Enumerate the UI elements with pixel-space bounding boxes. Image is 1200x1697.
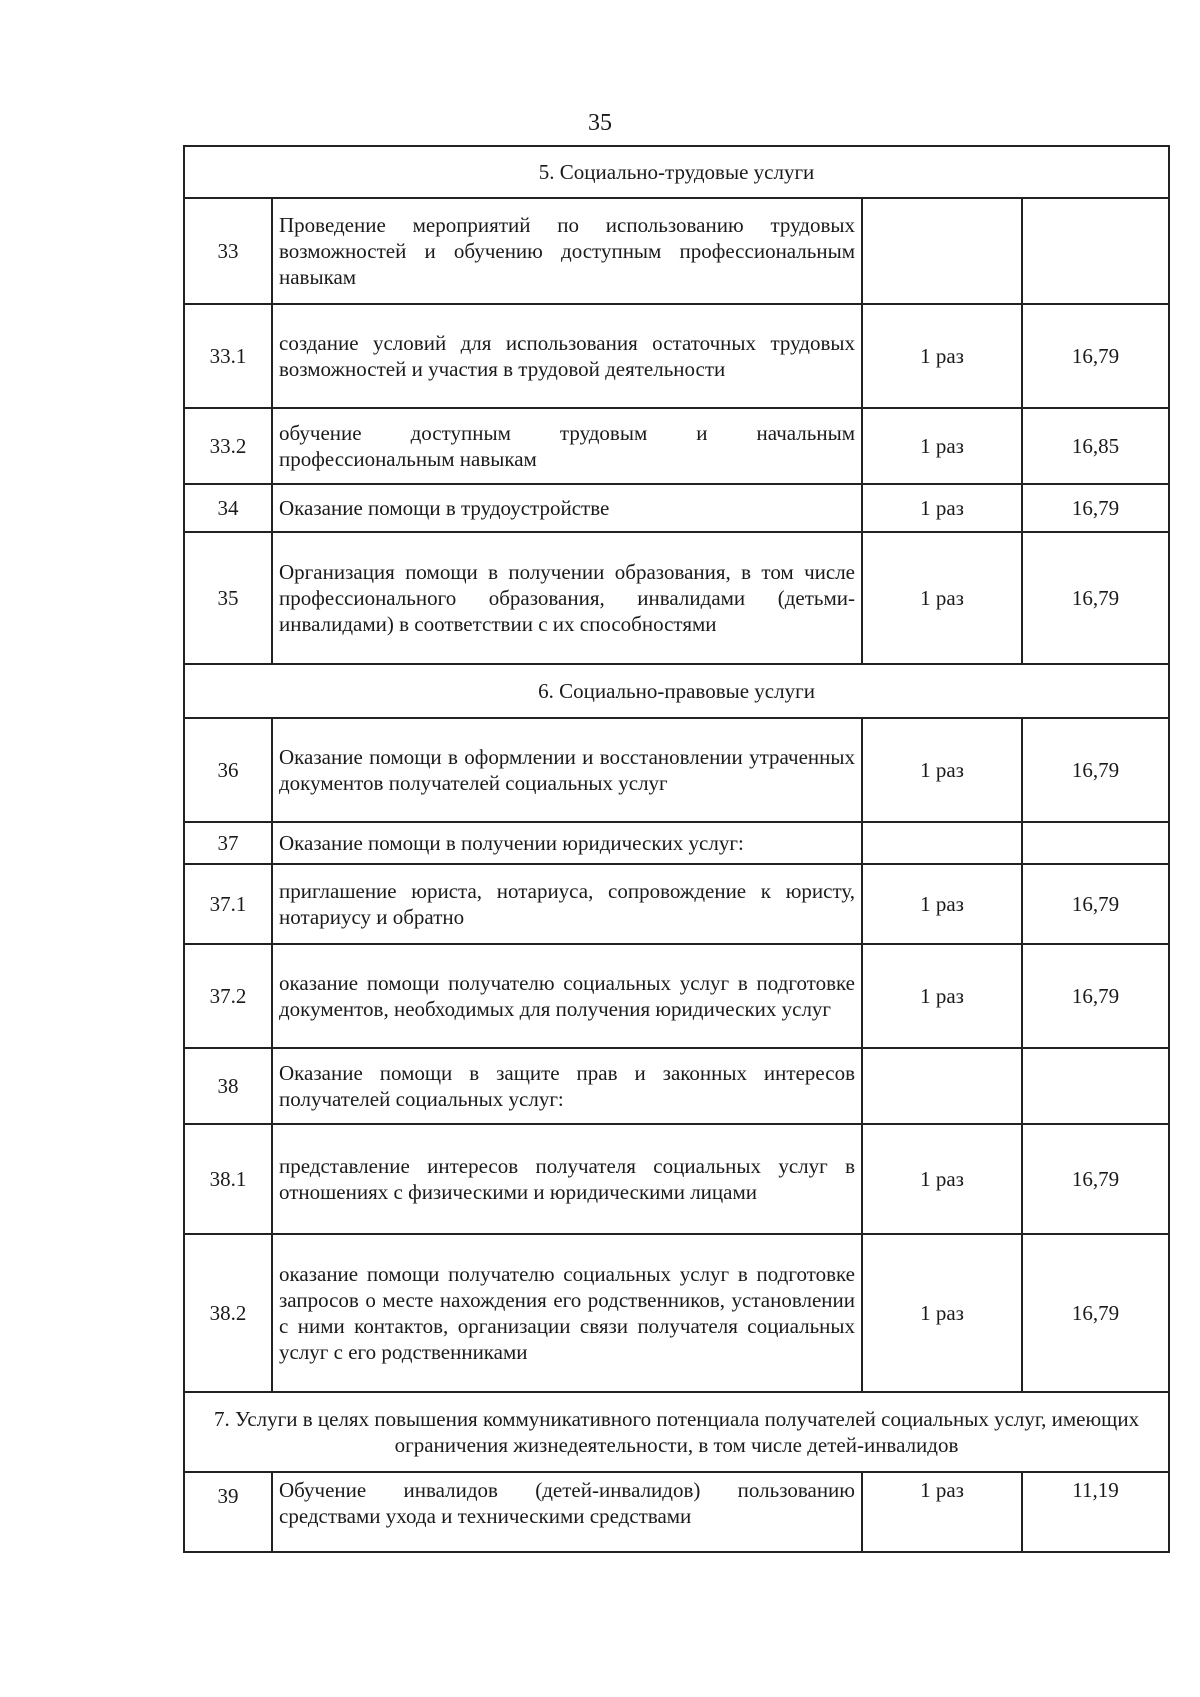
- service-price: 16,79: [1022, 1124, 1169, 1234]
- table-row: [184, 198, 1169, 304]
- service-frequency: 1 раз: [862, 944, 1022, 1048]
- service-price: 16,79: [1022, 304, 1169, 408]
- table-row: [184, 304, 1169, 408]
- service-frequency: 1 раз: [862, 304, 1022, 408]
- row-number: 34: [184, 484, 272, 532]
- service-frequency: 1 раз: [862, 1124, 1022, 1234]
- service-name: Проведение мероприятий по использованию трудовых возможностей и обучению доступным профессиональным навыкам: [272, 198, 862, 304]
- row-number: 33.2: [184, 408, 272, 484]
- service-name: Оказание помощи в оформлении и восстановлении утраченных документов получателей социальных услуг: [272, 718, 862, 822]
- service-name: обучение доступным трудовым и начальным профессиональным навыкам: [272, 408, 862, 484]
- table-row: [184, 864, 1169, 944]
- section-header-row: [184, 146, 1169, 198]
- row-number: 37.2: [184, 944, 272, 1048]
- table-row: [184, 484, 1169, 532]
- section-title: 5. Социально-трудовые услуги: [184, 146, 1169, 198]
- service-price: 11,19: [1022, 1472, 1169, 1552]
- service-price: 16,79: [1022, 718, 1169, 822]
- services-table: [183, 145, 1170, 1553]
- service-price: 16,79: [1022, 484, 1169, 532]
- service-frequency: [862, 198, 1022, 304]
- table-row: [184, 1048, 1169, 1124]
- service-name: создание условий для использования остаточных трудовых возможностей и участия в трудовой деятельности: [272, 304, 862, 408]
- service-name: Организация помощи в получении образования, в том числе профессионального образования, инвалидами (детьми-инвалидами) в соответствии с их способностями: [272, 532, 862, 664]
- service-price: 16,79: [1022, 864, 1169, 944]
- service-name: Оказание помощи в получении юридических услуг:: [272, 822, 862, 864]
- service-price: 16,85: [1022, 408, 1169, 484]
- service-frequency: 1 раз: [862, 408, 1022, 484]
- service-name: представление интересов получателя социальных услуг в отношениях с физическими и юридическими лицами: [272, 1124, 862, 1234]
- page-number: 35: [588, 110, 612, 136]
- service-frequency: 1 раз: [862, 718, 1022, 822]
- service-name: Оказание помощи в защите прав и законных интересов получателей социальных услуг:: [272, 1048, 862, 1124]
- service-name: приглашение юриста, нотариуса, сопровождение к юристу, нотариусу и обратно: [272, 864, 862, 944]
- row-number: 38: [184, 1048, 272, 1124]
- service-frequency: 1 раз: [862, 532, 1022, 664]
- service-price: [1022, 1048, 1169, 1124]
- service-name: оказание помощи получателю социальных услуг в подготовке запросов о месте нахождения его родственников, установлении с ними контактов, организации связи получателя социальных услуг с его родственниками: [272, 1234, 862, 1392]
- section-header-row: [184, 1392, 1169, 1472]
- row-number: 39: [184, 1472, 272, 1552]
- section-title: 7. Услуги в целях повышения коммуникативного потенциала получателей социальных услуг, имеющих ограничения жизнедеятельности, в том числе детей-инвалидов: [184, 1392, 1169, 1472]
- service-name: Обучение инвалидов (детей-инвалидов) пользованию средствами ухода и техническими средствами: [272, 1472, 862, 1552]
- row-number: 37: [184, 822, 272, 864]
- service-name: Оказание помощи в трудоустройстве: [272, 484, 862, 532]
- service-price: 16,79: [1022, 532, 1169, 664]
- service-frequency: 1 раз: [862, 864, 1022, 944]
- table-row: [184, 1124, 1169, 1234]
- service-frequency: 1 раз: [862, 1472, 1022, 1552]
- row-number: 36: [184, 718, 272, 822]
- row-number: 33: [184, 198, 272, 304]
- table-row: [184, 1234, 1169, 1392]
- service-price: [1022, 198, 1169, 304]
- service-price: [1022, 822, 1169, 864]
- row-number: 37.1: [184, 864, 272, 944]
- service-frequency: 1 раз: [862, 1234, 1022, 1392]
- row-number: 35: [184, 532, 272, 664]
- table-row: [184, 718, 1169, 822]
- table-row: [184, 822, 1169, 864]
- section-header-row: [184, 664, 1169, 718]
- row-number: 38.1: [184, 1124, 272, 1234]
- service-name: оказание помощи получателю социальных услуг в подготовке документов, необходимых для получения юридических услуг: [272, 944, 862, 1048]
- table-row: [184, 1472, 1169, 1552]
- table-row: [184, 944, 1169, 1048]
- row-number: 38.2: [184, 1234, 272, 1392]
- service-price: 16,79: [1022, 944, 1169, 1048]
- service-frequency: [862, 822, 1022, 864]
- table-row: [184, 408, 1169, 484]
- table-row: [184, 532, 1169, 664]
- row-number: 33.1: [184, 304, 272, 408]
- service-price: 16,79: [1022, 1234, 1169, 1392]
- section-title: 6. Социально-правовые услуги: [184, 664, 1169, 718]
- service-frequency: [862, 1048, 1022, 1124]
- service-frequency: 1 раз: [862, 484, 1022, 532]
